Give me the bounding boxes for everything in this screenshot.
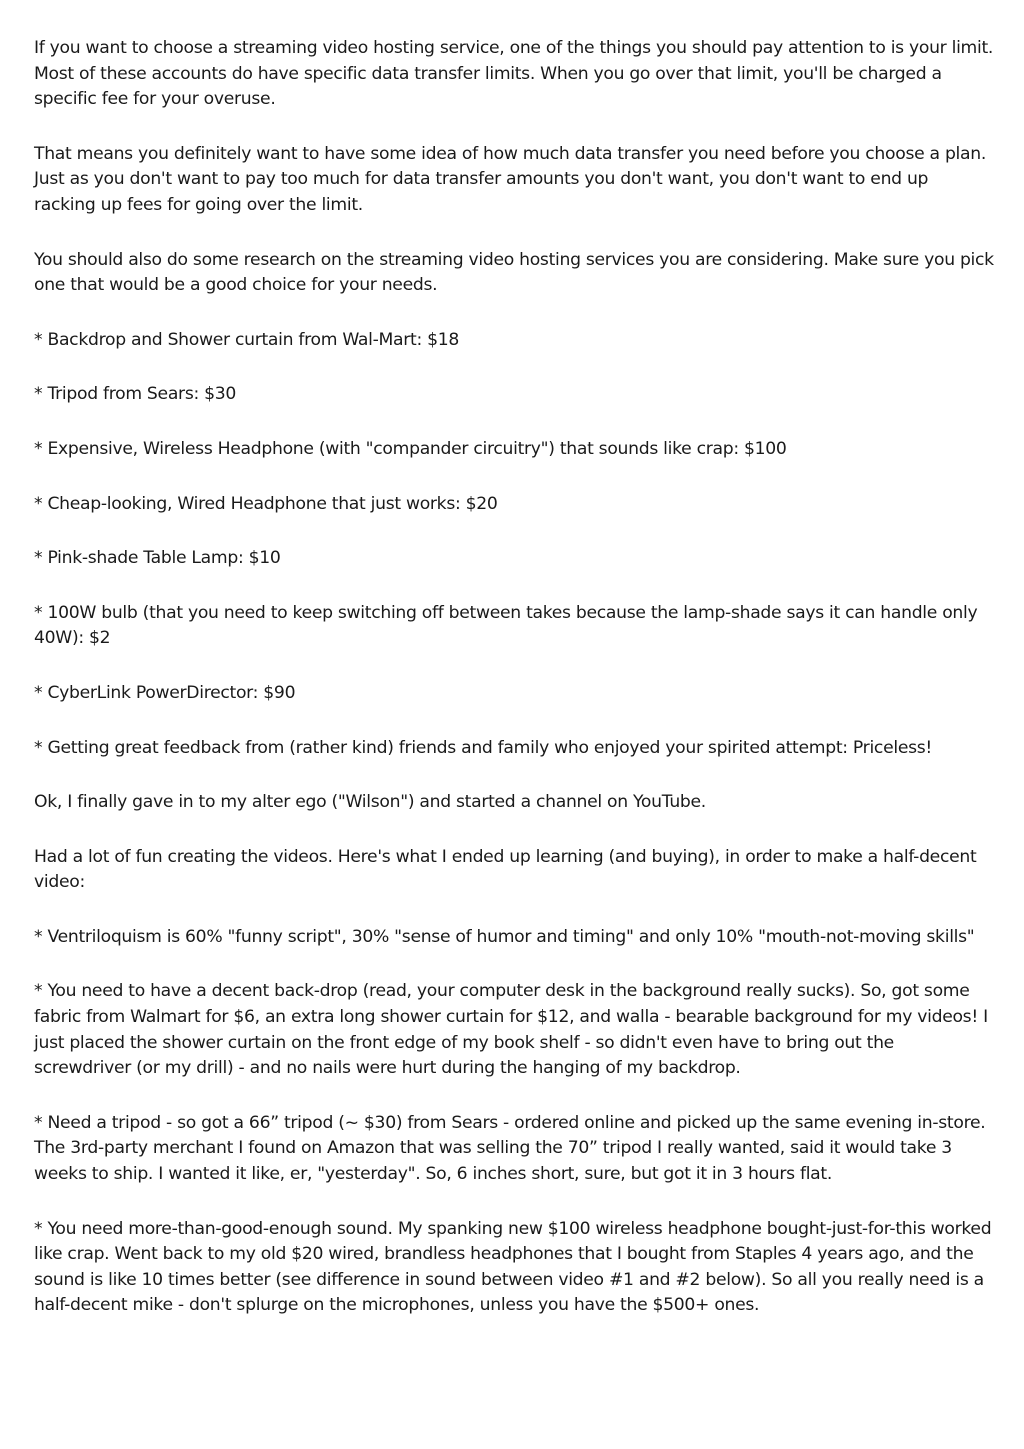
list-item-powerdirector-cost: * CyberLink PowerDirector: $90: [34, 682, 296, 703]
paragraph-research: You should also do some research on the streaming video hosting services you are considering. Make sure you pick one that would be a good choice for your needs.: [34, 249, 994, 296]
list-item-table-lamp-cost: * Pink-shade Table Lamp: $10: [34, 548, 281, 569]
paragraph-lessons-intro: Had a lot of fun creating the videos. Here's what I ended up learning (and buying), in order to make a half-decent video:: [34, 846, 977, 893]
list-item-bulb-cost: * 100W bulb (that you need to keep switching off between takes because the lamp-shade says it can handle only 40W): $2: [34, 602, 978, 649]
list-item-backdrop: * You need to have a decent back-drop (read, your computer desk in the background really sucks). So, got some fabric from Walmart for $6, an extra long shower curtain for $12, and walla - bearable background for my videos! I just placed the shower curtain on the front edge of my book shelf - so didn't even have to bring out the screwdriver (or my drill) - and no nails were hurt during the hanging of my backdrop.: [34, 981, 988, 1079]
paragraph-intro: If you want to choose a streaming video hosting service, one of the things you should pay attention to is your limit. Most of these accounts do have specific data transfer limits. When you go over that limit, you'll be charged a specific fee for your overuse.: [34, 38, 994, 110]
list-item-backdrop-cost: * Backdrop and Shower curtain from Wal-Mart: $18: [34, 329, 460, 350]
list-item-sound: * You need more-than-good-enough sound. My spanking new $100 wireless headphone bought-just-for-this worked like crap. Went back to my old $20 wired, brandless headphones that I bought from Staples 4 years ago, and the sound is like 10 times better (see difference in sound between video #1 and #2 below). So all you really need is a half-decent mike - don't splurge on the microphones, unless you have the $500+ ones.: [34, 1218, 992, 1316]
list-item-tripod-cost: * Tripod from Sears: $30: [34, 384, 237, 405]
paragraph-youtube-channel: Ok, I finally gave in to my alter ego ("Wilson") and started a channel on YouTube.: [34, 792, 706, 813]
list-item-wireless-headphone-cost: * Expensive, Wireless Headphone (with "compander circuitry") that sounds like crap: $100: [34, 438, 787, 459]
list-item-tripod: * Need a tripod - so got a 66” tripod (~ $30) from Sears - ordered online and picked up the same evening in-store. The 3rd-party merchant I found on Amazon that was selling the 70” tripod I really wanted, said it would take 3 weeks to ship. I wanted it like, er, "yesterday". So, 6 inches short, sure, but got it in 3 hours flat.: [34, 1112, 986, 1185]
paragraph-data-transfer: That means you definitely want to have some idea of how much data transfer you need before you choose a plan. Just as you don't want to pay too much for data transfer amounts you don't want, you don't want to end up racking up fees for going over the limit.: [34, 143, 987, 215]
list-item-feedback-priceless: * Getting great feedback from (rather kind) friends and family who enjoyed your spirited attempt: Priceless!: [34, 737, 932, 758]
list-item-ventriloquism: * Ventriloquism is 60% "funny script", 30% "sense of humor and timing" and only 10% "mouth-not-moving skills": [34, 926, 975, 947]
list-item-wired-headphone-cost: * Cheap-looking, Wired Headphone that just works: $20: [34, 493, 498, 514]
document-body: [34, 36, 994, 1348]
